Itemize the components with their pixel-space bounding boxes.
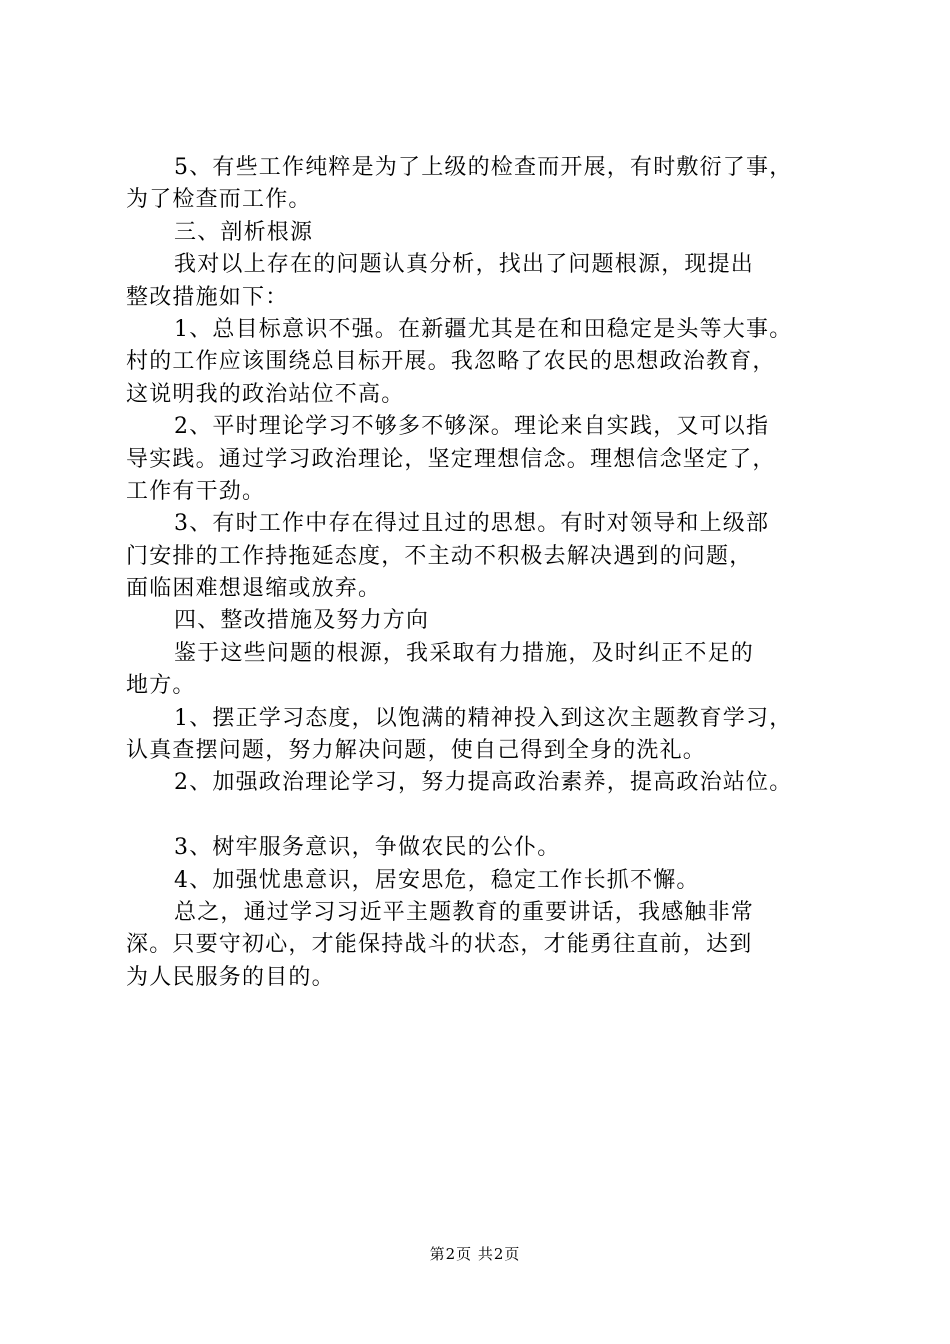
paragraph-line: 1、总目标意识不强。在新疆尤其是在和田稳定是头等大事。 <box>174 316 793 342</box>
paragraph-line: 面临困难想退缩或放弃。 <box>126 576 382 602</box>
paragraph-line: 地方。 <box>126 673 196 699</box>
page-footer: 第2页 共2页 <box>429 1245 521 1263</box>
paragraph-line: 4、加强忧患意识，居安思危，稳定工作长抓不懈。 <box>174 867 700 893</box>
document-body <box>126 152 846 994</box>
paragraph-line: 认真查摆问题，努力解决问题，使自己得到全身的洗礼。 <box>126 738 707 764</box>
paragraph-line: 导实践。通过学习政治理论，坚定理想信念。理想信念坚定了， <box>126 446 776 472</box>
paragraph-line: 我对以上存在的问题认真分析，找出了问题根源，现提出 <box>174 252 755 278</box>
paragraph-line: 村的工作应该围绕总目标开展。我忽略了农民的思想政治教育， <box>126 349 776 375</box>
paragraph-line: 工作有干劲。 <box>126 478 266 504</box>
paragraph-line: 2、平时理论学习不够多不够深。理论来自实践，又可以指 <box>174 414 770 440</box>
paragraph-line: 3、树牢服务意识，争做农民的公仆。 <box>174 835 561 861</box>
paragraph-line: 整改措施如下： <box>126 284 289 310</box>
paragraph-line: 为了检查而工作。 <box>126 187 312 213</box>
section-heading: 三、剖析根源 <box>174 219 314 245</box>
section-heading: 四、整改措施及努力方向 <box>174 608 430 634</box>
paragraph-line: 这说明我的政治站位不高。 <box>126 381 405 407</box>
paragraph-line: 深。只要守初心，才能保持战斗的状态，才能勇往直前，达到 <box>126 932 753 958</box>
paragraph-line: 门安排的工作持拖延态度，不主动不积极去解决遇到的问题， <box>126 543 753 569</box>
paragraph-line: 5、有些工作纯粹是为了上级的检查而开展，有时敷衍了事， <box>174 155 793 180</box>
paragraph-line: 3、有时工作中存在得过且过的思想。有时对领导和上级部 <box>174 511 770 537</box>
paragraph-line: 1、摆正学习态度，以饱满的精神投入到这次主题教育学习， <box>174 705 793 731</box>
paragraph-line: 鉴于这些问题的根源，我采取有力措施，及时纠正不足的 <box>174 640 755 666</box>
paragraph-line: 总之，通过学习习近平主题教育的重要讲话，我感触非常 <box>174 899 755 925</box>
paragraph-line: 为人民服务的目的。 <box>126 964 335 990</box>
paragraph-line: 2、加强政治理论学习，努力提高政治素养，提高政治站位。 <box>174 770 793 796</box>
blank-line <box>126 800 846 832</box>
